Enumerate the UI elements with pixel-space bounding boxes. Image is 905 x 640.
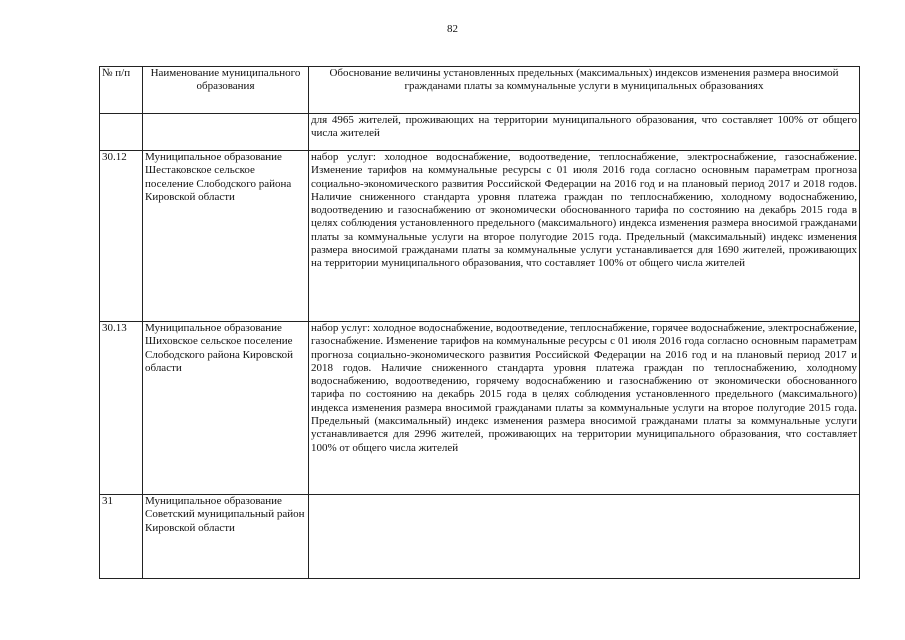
page-number: 82 [447,23,458,35]
table-row [100,151,860,322]
table-header-row [100,67,860,114]
header-num: № п/п [100,67,143,114]
row-text: набор услуг: холодное водоснабжение, водоотведение, теплоснабжение, горячее водоснабжение, электроснабжение, газоснабжение. Изменение тарифов на коммунальные ресурсы с 01 июля 2016 года согласно основным параметрам прогноза социально-экономического развития Российской Федерации на 2016 год и на плановый период 2017 и 2018 годов. Наличие сниженного стандарта уровня платежа граждан по теплоснабжению, холодному водоснабжению, водоотведению, горячему водоснабжению и газоснабжению от экономически обоснованного тарифа по состоянию на декабрь 2015 года в целях соблюдения установленного предельного (максимального) индекса изменения размера вносимой гражданами платы за коммунальные услуги на второе полугодие 2015 года. Предельный (максимальный) индекс изменения размера вносимой гражданами платы за коммунальные услуги устанавливается для 2996 жителей, проживающих на территории муниципального образования, что составляет 100% от общего числа жителей [309,322,860,495]
row-text [309,495,860,579]
header-name: Наименование муниципального образования [143,67,309,114]
row-num: 31 [100,495,143,579]
row-name: Муниципальное образование Шестаковское сельское поселение Слободского района Кировской области [143,151,309,322]
table-row [100,322,860,495]
row-text: набор услуг: холодное водоснабжение, водоотведение, теплоснабжение, электроснабжение, газоснабжение. Изменение тарифов на коммунальные ресурсы с 01 июля 2016 года согласно основным параметрам прогноза социально-экономического развития Российской Федерации на 2016 год и на плановый период 2017 и 2018 годов. Наличие сниженного стандарта уровня платежа граждан по теплоснабжению, холодному водоснабжению, водоотведению и газоснабжению от экономически обоснованного тарифа по состоянию на декабрь 2015 года в целях соблюдения установленного предельного (максимального) индекса изменения размера вносимой гражданами платы за коммунальные услуги на второе полугодие 2015 года. Предельный (максимальный) индекс изменения размера вносимой гражданами платы за коммунальные услуги устанавливается для 1690 жителей, проживающих на территории муниципального образования, что составляет 100% от общего числа жителей [309,151,860,322]
row-text: для 4965 жителей, проживающих на территории муниципального образования, что составляет 100% от общего числа жителей [309,114,860,151]
row-num: 30.12 [100,151,143,322]
tariff-justification-table [99,66,860,579]
row-num: 30.13 [100,322,143,495]
row-num [100,114,143,151]
row-name [143,114,309,151]
row-name: Муниципальное образование Шиховское сельское поселение Слободского района Кировской области [143,322,309,495]
table-row [100,495,860,579]
row-name: Муниципальное образование Советский муниципальный район Кировской области [143,495,309,579]
header-justification: Обоснование величины установленных предельных (максимальных) индексов изменения размера вносимой гражданами платы за коммунальные услуги в муниципальных образованиях [309,67,860,114]
table-row [100,114,860,151]
